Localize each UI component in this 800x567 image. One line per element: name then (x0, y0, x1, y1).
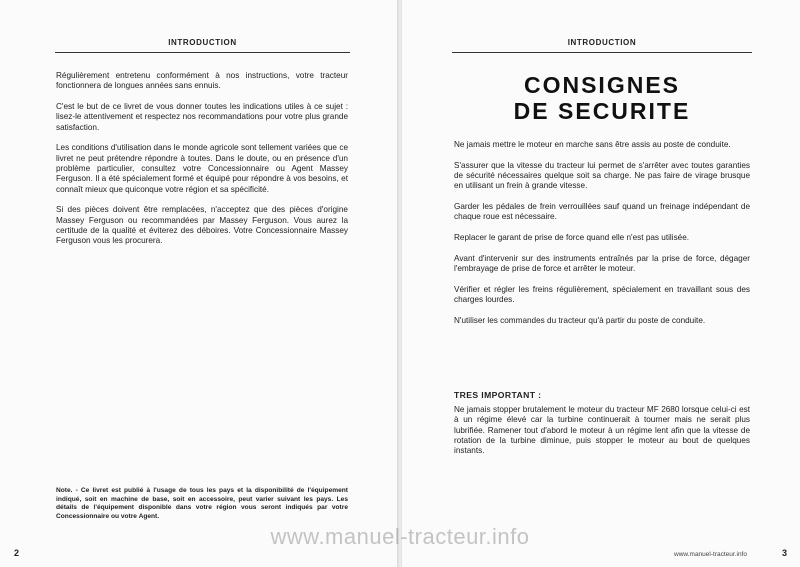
right-page (402, 0, 800, 567)
section-title-line1: CONSIGNES (523, 72, 681, 98)
paragraph: C'est le but de ce livret de vous donner toutes les indications utiles à ce sujet : lisez-le attentivement et respectez nos recommandations pour votre plus grande satisfaction. (56, 102, 348, 132)
paragraph: S'assurer que la vitesse du tracteur lui permet de s'arrêter avec toutes garanties de sécurité nécessaires quelque soit sa charge. Ne pas faire de virage brusque en utilisant un frein à grande vitesse. (454, 160, 750, 191)
running-head: INTRODUCTION (567, 38, 637, 47)
paragraph: Si des pièces doivent être remplacées, n'acceptez que des pièces d'origine Massey Ferguson ou recommandées par Massey Ferguson. Vous aurez la certitude de la qualité et éviterez des déboires. Votre Concessionnaire Massey Ferguson vous les procurera. (56, 205, 348, 246)
paragraph: Vérifier et régler les freins régulièrement, spécialement en travaillant sous des charges lourdes. (454, 285, 750, 305)
footnote: Note. - Ce livret est publié à l'usage de tous les pays et la disponibilité de l'équipement indiqué, soit en machine de base, soit en accessoire, peut varier suivant les pays. Les détails de l'équipement disponible dans votre région vous seront indiqués par votre Concessionnaire ou votre Agent. (56, 487, 348, 520)
page-number: 2 (14, 548, 20, 558)
section-title-line2: DE SECURITE (513, 98, 691, 124)
paragraph: Replacer le garant de prise de force quand elle n'est pas utilisée. (454, 233, 690, 243)
paragraph: Garder les pédales de frein verrouillées sauf quand un freinage indépendant de chaque roue est nécessaire. (454, 202, 750, 222)
safety-instructions (454, 140, 750, 337)
watermark: www.manuel-tracteur.info (270, 524, 530, 549)
running-head: INTRODUCTION (168, 38, 237, 47)
introduction-body (56, 71, 348, 257)
paragraph: N'utiliser les commandes du tracteur qu'à partir du poste de conduite. (454, 316, 706, 326)
header-rule (452, 52, 752, 53)
important-heading: TRES IMPORTANT : (454, 390, 542, 400)
page-number: 3 (782, 548, 788, 558)
left-page (0, 0, 398, 567)
footer-url: www.manuel-tracteur.info (674, 551, 747, 558)
header-rule (55, 52, 350, 53)
paragraph: Les conditions d'utilisation dans le monde agricole sont tellement variées que ce livret ne peut prétendre répondre à toutes. Dans le doute, ou en présence d'un problème particulier, consultez votre Concessionnaire ou Agent Massey Ferguson. Il a été spécialement formé et équipé pour répondre à vos besoins, et connaît mieux que quiconque votre région et sa spécificité. (56, 143, 348, 194)
important-text: Ne jamais stopper brutalement le moteur du tracteur MF 2680 lorsque celui-ci est à un régime élevé car la turbine continuerait à tourner mais ne serait plus lubrifiée. Ramener tout d'abord le moteur à un régime lent afin que la vitesse de rotation de la turbine diminue, puis stopper le moteur au bout de quelques instants. (454, 405, 750, 456)
paragraph: Régulièrement entretenu conformément à nos instructions, votre tracteur fonctionnera de longues années sans ennuis. (56, 71, 348, 91)
paragraph: Avant d'intervenir sur des instruments entraînés par la prise de force, dégager l'embrayage de prise de force et arrêter le moteur. (454, 254, 750, 274)
paragraph: Ne jamais mettre le moteur en marche sans être assis au poste de conduite. (454, 140, 731, 149)
